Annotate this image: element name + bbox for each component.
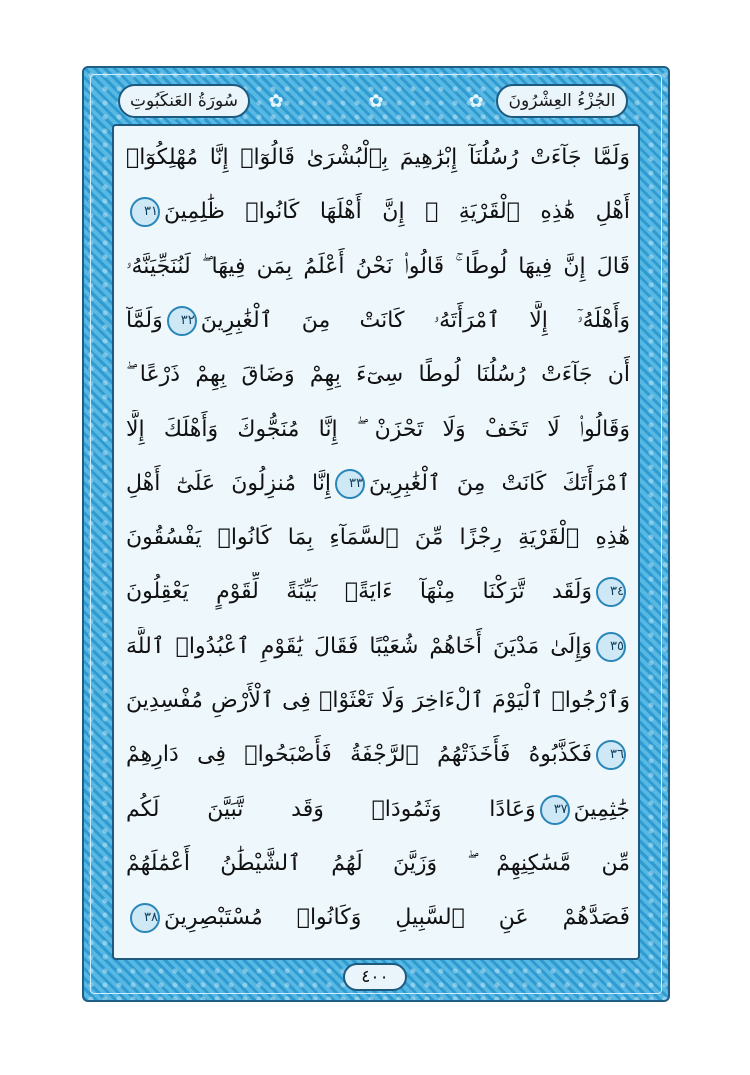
ayah-text: وَلَقَد تَّرَكْنَا مِنْهَآ ءَايَةًۢ بَيِّنَةً لِّقَوْمٍ يَعْقِلُونَ (126, 579, 592, 605)
surah-title: سُورَةُ العَنكَبُوتِ (118, 84, 250, 118)
ayah-text: إِنَّا مُنزِلُونَ عَلَىٰٓ أَهْلِ (126, 470, 331, 496)
ayah-line (126, 627, 630, 667)
ayah-line (126, 898, 630, 938)
juz-title: الجُزْءُ العِشْرُونَ (496, 84, 628, 118)
flower-ornament-icon: ✿ (468, 91, 484, 112)
ayah-line (126, 735, 630, 775)
ayah-number-marker: ٣٢ (167, 306, 197, 336)
ayah-text: وَعَادًا وَثَمُودَا۟ وَقَد تَّبَيَّنَ لَكُم (126, 796, 536, 822)
ayah-line (126, 681, 630, 721)
ayah-line (126, 572, 630, 612)
ayah-line (126, 518, 630, 558)
ayah-number-marker: ٣٥ (596, 632, 626, 662)
ayah-text: فَكَذَّبُوهُ فَأَخَذَتْهُمُ ٱلرَّجْفَةُ فَأَصْبَحُوا۟ فِى دَارِهِمْ (126, 742, 592, 768)
ayah-line (126, 410, 630, 450)
text-panel (112, 124, 640, 960)
page-number: ٤٠٠ (343, 963, 407, 991)
ayah-number-marker: ٣٦ (596, 740, 626, 770)
ayah-text: وَإِلَىٰ مَدْيَنَ أَخَاهُمْ شُعَيْبًا فَقَالَ يَٰقَوْمِ ٱعْبُدُوا۟ ٱللَّهَ (126, 633, 592, 659)
ayah-line (126, 192, 630, 232)
ayah-line (126, 844, 630, 884)
ayah-number-marker: ٣٨ (130, 903, 160, 933)
ayah-line (126, 138, 630, 178)
ayah-line (126, 790, 630, 830)
ayah-line (126, 301, 630, 341)
ayah-line (126, 247, 630, 287)
ayah-text: ٱمْرَأَتَكَ كَانَتْ مِنَ ٱلْغَٰبِرِينَ (368, 470, 630, 496)
ayah-text: أَهْلِ هَٰذِهِ ٱلْقَرْيَةِ ۖ إِنَّ أَهْلَهَا كَانُوا۟ ظَٰلِمِينَ (164, 199, 630, 225)
ayah-line (126, 464, 630, 504)
ayah-number-marker: ٣٤ (596, 577, 626, 607)
flower-ornament-icon: ✿ (268, 91, 284, 112)
ayah-text: مِّن مَّسَٰكِنِهِمْ ۖ وَزَيَّنَ لَهُمُ ٱلشَّيْطَٰنُ أَعْمَٰلَهُمْ (126, 850, 630, 876)
ayah-text: قَالَ إِنَّ فِيهَا لُوطًا ۚ قَالُوا۟ نَحْنُ أَعْلَمُ بِمَن فِيهَا ۖ لَنُنَجِّيَنَّهُۥ (126, 253, 630, 279)
ayah-text: هَٰذِهِ ٱلْقَرْيَةِ رِجْزًا مِّنَ ٱلسَّمَآءِ بِمَا كَانُوا۟ يَفْسُقُونَ (126, 525, 630, 551)
ayah-text: أَن جَآءَتْ رُسُلُنَا لُوطًا سِىٓءَ بِهِمْ وَضَاقَ بِهِمْ ذَرْعًا ۖ (126, 362, 630, 388)
ayah-text: وَقَالُوا۟ لَا تَخَفْ وَلَا تَحْزَنْ ۖ إِنَّا مُنَجُّوكَ وَأَهْلَكَ إِلَّا (126, 416, 630, 442)
ayah-text: وَأَهْلَهُۥٓ إِلَّا ٱمْرَأَتَهُۥ كَانَتْ مِنَ ٱلْغَٰبِرِينَ (200, 307, 630, 333)
ayah-number-marker: ٣٣ (335, 469, 365, 499)
ayah-number-marker: ٣١ (130, 197, 160, 227)
flower-ornament-icon: ✿ (368, 91, 384, 112)
ayah-text: وَلَمَّآ (126, 307, 163, 333)
ayah-line (126, 355, 630, 395)
ayah-number-marker: ٣٧ (540, 795, 570, 825)
ayah-text: وَٱرْجُوا۟ ٱلْيَوْمَ ٱلْءَاخِرَ وَلَا تَعْثَوْا۟ فِى ٱلْأَرْضِ مُفْسِدِينَ (126, 688, 630, 713)
ayah-text: فَصَدَّهُمْ عَنِ ٱلسَّبِيلِ وَكَانُوا۟ مُسْتَبْصِرِينَ (164, 905, 630, 931)
ayah-text: وَلَمَّا جَآءَتْ رُسُلُنَآ إِبْرَٰهِيمَ بِٱلْبُشْرَىٰ قَالُوٓا۟ إِنَّا مُهْلِكُوٓا۟ (126, 145, 630, 170)
ayah-text: جَٰثِمِينَ (573, 796, 630, 822)
